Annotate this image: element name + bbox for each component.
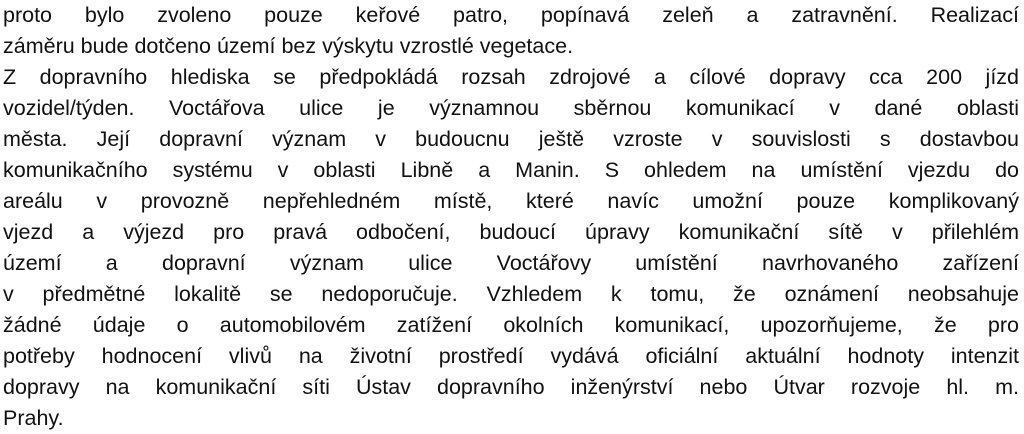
text-line-6: komunikačního systému v oblasti Libně a Manin. S ohledem na umístění vjezdu do	[3, 158, 1019, 182]
document-page	[3, 0, 1021, 434]
text-line-3: Z dopravního hlediska se předpokládá rozsah zdrojové a cílové dopravy cca 200 jízd	[3, 65, 1019, 89]
text-line-10: v předmětné lokalitě se nedoporučuje. Vzhledem k tomu, že oznámení neobsahuje	[3, 282, 1019, 306]
text-line-9: území a dopravní význam ulice Voctářovy umístění navrhovaného zařízení	[3, 251, 1019, 275]
text-line-7: areálu v provozně nepřehledném místě, které navíc umožní pouze komplikovaný	[3, 189, 1019, 213]
text-line-14: Prahy.	[3, 406, 64, 430]
text-line-11: žádné údaje o automobilovém zatížení okolních komunikací, upozorňujeme, že pro	[3, 313, 1019, 337]
text-line-8: vjezd a výjezd pro pravá odbočení, budoucí úpravy komunikační sítě v přilehlém	[3, 220, 1019, 244]
text-line-13: dopravy na komunikační síti Ústav dopravního inženýrství nebo Útvar rozvoje hl. m.	[3, 375, 1019, 399]
text-line-4: vozidel/týden. Voctářova ulice je významnou sběrnou komunikací v dané oblasti	[3, 96, 1019, 120]
text-line-5: města. Její dopravní význam v budoucnu ještě vzroste v souvislosti s dostavbou	[3, 127, 1019, 151]
text-line-12: potřeby hodnocení vlivů na životní prostředí vydává oficiální aktuální hodnoty intenzit	[3, 344, 1019, 368]
text-line-2: záměru bude dotčeno území bez výskytu vzrostlé vegetace.	[3, 34, 574, 58]
text-line-1: proto bylo zvoleno pouze keřové patro, popínavá zeleň a zatravnění. Realizací	[3, 3, 1019, 27]
